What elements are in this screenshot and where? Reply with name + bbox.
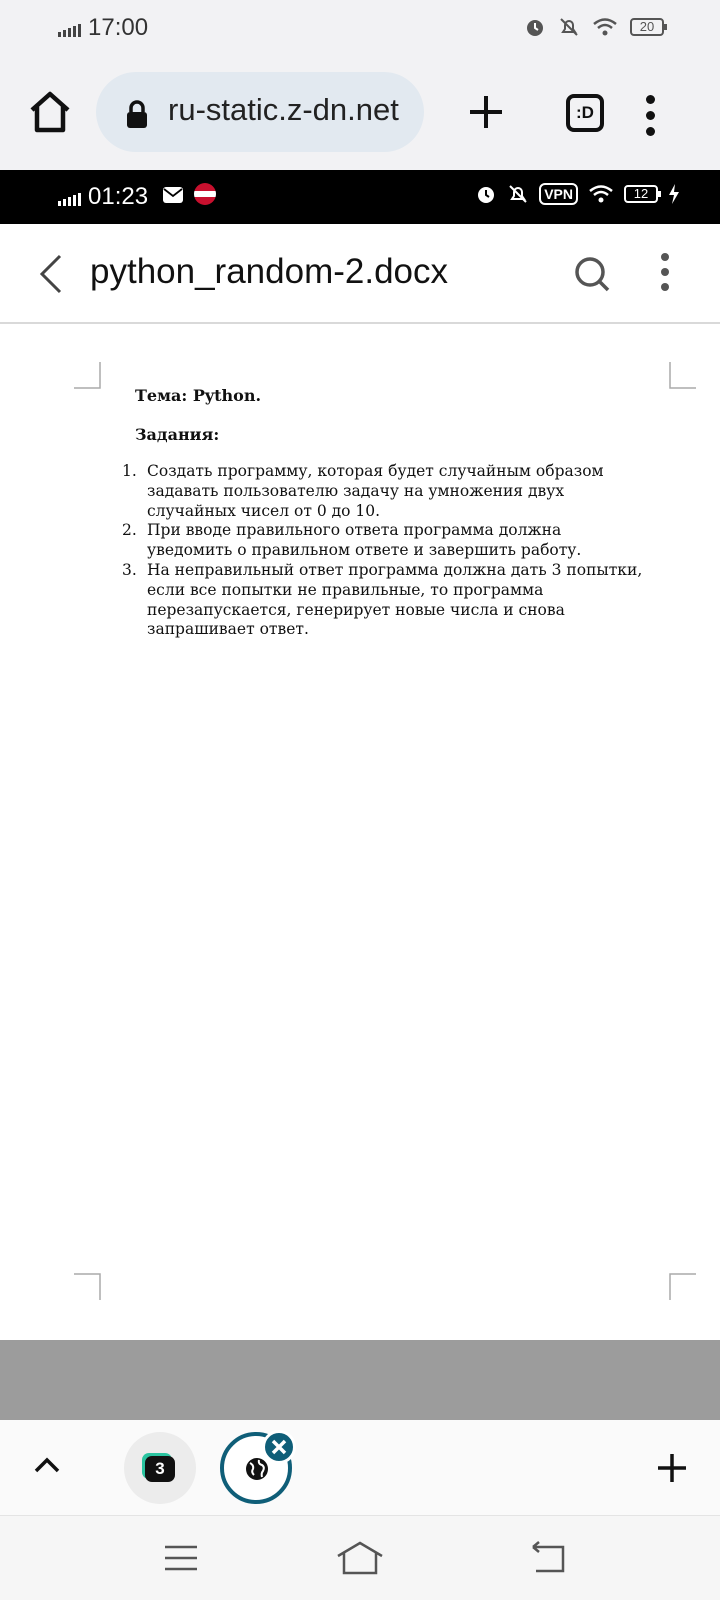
tab-count-badge: 3: [145, 1456, 175, 1482]
list-item-line: уведомить о правильном ответе и завершить работу.: [147, 541, 582, 560]
viewer-background: [0, 1340, 720, 1420]
mute-bell-icon: [507, 183, 529, 205]
battery-icon-inner: [624, 185, 658, 203]
list-item-line: На неправильный ответ программа должна дать 3 попытки,: [147, 560, 643, 579]
browser-toolbar: [0, 58, 720, 170]
list-item-line: При вводе правильного ответа программа должна: [147, 521, 562, 540]
list-item-line: если все попытки не правильные, то программа: [147, 580, 544, 599]
list-item-number: 2.: [122, 521, 137, 540]
list-item: [122, 462, 675, 521]
charging-icon: [668, 184, 680, 204]
list-item-number: 3.: [122, 560, 137, 579]
signal-icon-inner: [58, 193, 81, 206]
inner-status-bar: [0, 170, 720, 224]
list-item-line: задавать пользователю задачу на умножения двух: [147, 481, 565, 500]
wifi-icon: [592, 17, 618, 37]
inner-status-time: 01:23: [88, 183, 149, 210]
tab-group-button[interactable]: [124, 1432, 196, 1504]
document-tasks-heading: Задания:: [135, 425, 220, 444]
plus-icon[interactable]: [466, 92, 506, 132]
page-corner-mark: [74, 362, 102, 390]
lock-icon: [124, 99, 150, 129]
home-icon[interactable]: [26, 88, 74, 136]
outer-status-bar: [0, 0, 720, 58]
home-nav-icon[interactable]: [336, 1540, 384, 1576]
mail-icon: [163, 187, 183, 203]
tab-switcher-label: :D: [576, 103, 594, 122]
recents-icon[interactable]: [164, 1543, 198, 1573]
more-vert-icon[interactable]: [661, 253, 671, 298]
chevron-left-icon[interactable]: [36, 252, 64, 296]
back-nav-icon[interactable]: [530, 1541, 566, 1575]
close-icon: [265, 1433, 293, 1461]
tab-switcher-button[interactable]: [566, 94, 604, 132]
address-bar[interactable]: [96, 72, 424, 152]
list-item-number: 1.: [122, 462, 137, 480]
document-theme: Тема: Python.: [135, 386, 262, 405]
list-item-line: запрашивает ответ.: [147, 620, 309, 639]
list-item: [122, 560, 675, 640]
url-text: ru-static.z-dn.net: [168, 92, 399, 127]
system-nav-bar: [0, 1516, 720, 1600]
plus-icon[interactable]: [656, 1452, 688, 1484]
document-content: [122, 386, 675, 640]
battery-icon: [630, 18, 664, 36]
search-icon[interactable]: [572, 254, 612, 294]
page-corner-mark: [668, 1272, 696, 1300]
signal-icon: [58, 24, 81, 37]
task-list: [122, 462, 675, 640]
list-item: [122, 521, 675, 561]
chevron-up-icon[interactable]: [32, 1450, 62, 1480]
close-tab-button[interactable]: [262, 1430, 296, 1464]
outer-status-time: 17:00: [88, 14, 149, 41]
document-page[interactable]: [0, 326, 720, 1340]
alarm-icon: [524, 16, 546, 38]
document-title: python_random-2.docx: [90, 252, 448, 291]
list-item-line: Создать программу, которая будет случайным образом: [147, 462, 604, 480]
alarm-icon: [475, 183, 497, 205]
flag-icon: [194, 183, 216, 205]
battery-level-inner: 12: [633, 186, 649, 201]
bottom-browser-bar: [0, 1420, 720, 1516]
vpn-badge: VPN: [539, 183, 578, 205]
mute-bell-icon: [558, 16, 580, 38]
battery-level: 20: [639, 19, 655, 34]
list-item-line: перезапускается, генерирует новые числа и снова: [147, 600, 565, 619]
viewer-header: [0, 224, 720, 324]
more-vert-icon[interactable]: [646, 95, 656, 143]
wifi-icon: [588, 184, 614, 204]
page-corner-mark: [74, 1272, 102, 1300]
list-item-line: случайных чисел от 0 до 10.: [147, 501, 381, 520]
